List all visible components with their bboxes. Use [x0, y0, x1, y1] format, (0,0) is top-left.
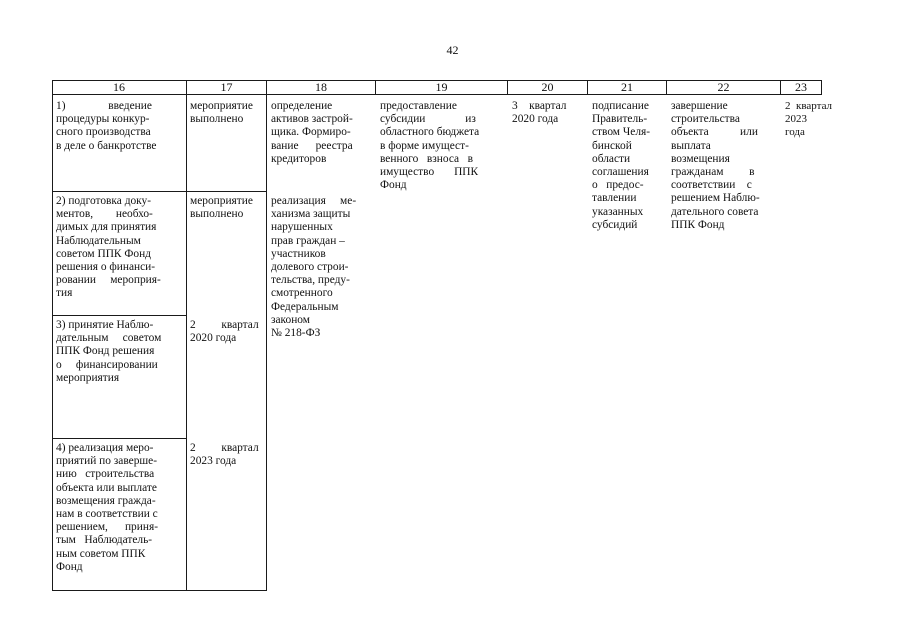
col18-item-2: реализация ме- ханизма защиты нарушенных прав граждан – участников долевого строи- тельства, преду- смотренного Федеральным законом № 218-ФЗ — [271, 195, 357, 340]
column-header-17: 17 — [220, 80, 233, 94]
col-border-17-18 — [266, 80, 267, 591]
col-border-right — [821, 80, 822, 95]
col21-text: подписание Правитель- ством Челя- бинской области соглашения о предос- тавлении указанных субсидий — [592, 100, 651, 231]
col-border-left — [52, 80, 53, 591]
col16-item-2: 2) подготовка доку- ментов, необхо- димых для принятия Наблюдательным советом ППК Фонд решения о финанси- ровании мероприя- тия — [56, 195, 161, 300]
column-header-16: 16 — [113, 80, 125, 94]
col22-text: завершение строительства объекта или выплата возмещения гражданам в соответствии с решением Наблю- дательного совета ППК Фонд — [671, 100, 760, 231]
col16-item-4: 4) реализация меро- приятий по заверше- нию строительства объекта или выплате возмещения гражда- нам в соответствии с решением, приня- тым Наблюдатель- ным советом ППК Фонд — [56, 442, 158, 573]
col17-item-4: 2 квартал 2023 года — [190, 442, 259, 468]
column-header-18: 18 — [315, 80, 327, 94]
column-header-21: 21 — [621, 80, 633, 94]
column-header-20: 20 — [541, 80, 554, 94]
col17-item-3: 2 квартал 2020 года — [190, 319, 259, 345]
column-header-19: 19 — [435, 80, 448, 94]
row-divider-1 — [52, 191, 267, 192]
header-bottom-border — [52, 94, 822, 95]
col20-text: 3 квартал 2020 года — [512, 100, 567, 126]
col-border-16-17 — [186, 80, 187, 591]
row-divider-3 — [52, 438, 187, 439]
col19-text: предоставление субсидии из областного бюджета в форме имущест- венного взноса в имущество ППК Фонд — [380, 100, 480, 192]
col18-item-1: определение активов застрой- щика. Формиро- вание реестра кредиторов — [271, 100, 353, 165]
page-number: 42 — [446, 43, 459, 57]
column-header-23: 23 — [795, 80, 807, 94]
row-divider-2 — [52, 315, 187, 316]
col16-item-1: 1) введение процедуры конкур- сного производства в деле о банкротстве — [56, 100, 157, 152]
col17-item-2: мероприятие выполнено — [190, 195, 253, 221]
column-header-22: 22 — [717, 80, 730, 94]
table-bottom-border — [52, 590, 267, 591]
col16-item-3: 3) принятие Наблю- дательным советом ППК Фонд решения о финансировании мероприятия — [56, 319, 162, 384]
col17-item-1: мероприятие выполнено — [190, 100, 253, 126]
col23-text: 2 квартал 2023 года — [785, 100, 833, 139]
